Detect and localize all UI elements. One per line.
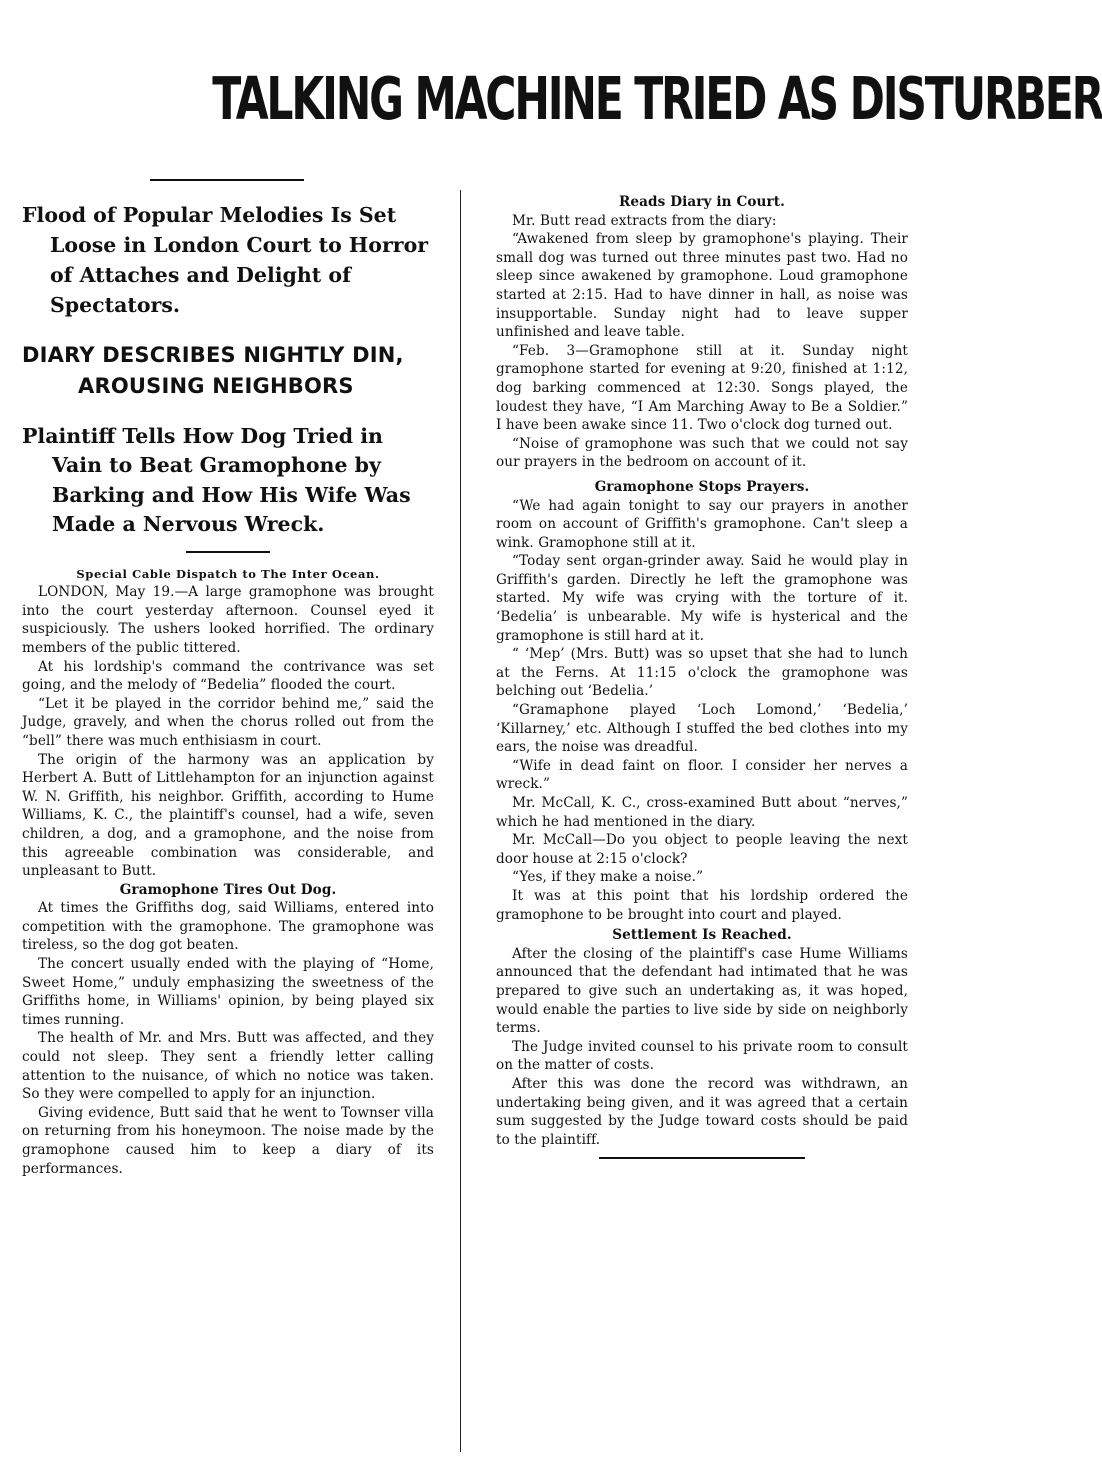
left-column <box>22 200 434 1178</box>
column-divider <box>460 190 461 1452</box>
paragraph: “Awakened from sleep by gramophone's playing. Their small dog was turned out three minutes past two. Had no sleep since awakened by gramophone. Loud gramophone started at 2:15. Had to have dinner in hall, as noise was insupportable. Sunday night had to leave supper unfinished and leave table. <box>496 231 908 341</box>
paragraph: The origin of the harmony was an application by Herbert A. Butt of Littlehampton for an injunction against W. N. Griffith, his neighbor. Griffith, according to Hume Williams, K. C., the plaintiff's counsel, had a wife, seven children, a dog, and a gramophone, and the noise from this agreeable combination was considerable, and unpleasant to Butt. <box>22 751 434 880</box>
paragraph: The concert usually ended with the playing of “Home, Sweet Home,” unduly emphasizing the sweetness of the Griffiths home, in Williams' opinion, by being played six times running. <box>22 956 434 1028</box>
right-column <box>496 193 908 1159</box>
paragraph: Mr. Butt read extracts from the diary: <box>512 212 777 229</box>
paragraph: LONDON, May 19.—A large gramophone was brought into the court yesterday afternoon. Counsel eyed it suspiciously. The ushers looked horrified. The ordinary members of the public tittered. <box>22 584 434 656</box>
paragraph: Giving evidence, Butt said that he went to Townser villa on returning from his honeymoon. The noise made by the gramophone caused him to keep a diary of its performances. <box>22 1104 434 1177</box>
paragraph: “Today sent organ-grinder away. Said he would play in Griffith's garden. Directly he left the gramophone was started. My wife was crying with the torture of it. ‘Bedelia’ is unbearable. My wife is hysterical and the gramophone is still hard at it. <box>496 553 908 644</box>
paragraph: It was at this point that his lordship ordered the gramophone to be brought into court and played. <box>496 887 908 923</box>
left-body <box>22 583 434 1178</box>
deck-3: Plaintiff Tells How Dog Tried in Vain to Beat Gramophone by Barking and How His Wife Was Made a Nervous Wreck. <box>22 424 411 536</box>
paragraph: Mr. McCall, K. C., cross-examined Butt about “nerves,” which he had mentioned in the diary. <box>496 795 908 830</box>
paragraph: “ ‘Mep’ (Mrs. Butt) was so upset that she had to lunch at the Ferns. At 11:15 o'clock the gramophone was belching out ‘Bedelia.’ <box>496 646 908 700</box>
subhead-gramophone-tires-dog: Gramophone Tires Out Dog. <box>119 881 337 898</box>
paragraph: “Gramaphone played ‘Loch Lomond,’ ‘Bedelia,’ ‘Killarney,’ etc. Although I stuffed the bed clothes into my ears, the noise was dreadful. <box>496 702 908 756</box>
paragraph: “Yes, if they make a noise.” <box>512 869 704 886</box>
headline-rule-left <box>150 179 304 181</box>
subhead-settlement: Settlement Is Reached. <box>612 927 792 944</box>
paragraph: “Noise of gramophone was such that we could not say our prayers in the bedroom on account of it. <box>496 435 908 471</box>
paragraph: The Judge invited counsel to his private room to consult on the matter of costs. <box>496 1038 908 1074</box>
paragraph: Mr. McCall—Do you object to people leaving the next door house at 2:15 o'clock? <box>496 832 908 867</box>
paragraph: At his lordship's command the contrivance was set going, and the melody of “Bedelia” flooded the court. <box>22 658 434 694</box>
paragraph: The health of Mr. and Mrs. Butt was affected, and they could not sleep. They sent a friendly letter calling attention to the nuisance, of which no notice was taken. So they were compelled to apply for an injunction. <box>22 1030 434 1103</box>
paragraph: After the closing of the plaintiff's case Hume Williams announced that the defendant had intimated that he was prepared to give such an undertaking as, it was hoped, would enable the parties to live side by side on neighborly terms. <box>496 945 908 1037</box>
subhead-stops-prayers: Gramophone Stops Prayers. <box>594 478 810 495</box>
deck-1: Flood of Popular Melodies Is Set Loose in London Court to Horror of Attaches and Delight of Spectators. <box>22 203 429 317</box>
paragraph: “Feb. 3—Gramophone still at it. Sunday night gramophone started for evening at 9:20, finished at 1:12, dog barking commenced at 12:30. Songs played, the loudest they have, “I Am Marching Away to Be a Soldier.” I have been awake since 11. Two o'clock dog turned out. <box>496 342 908 434</box>
deck-rule <box>186 551 270 553</box>
paragraph: “Wife in dead faint on floor. I consider her nerves a wreck.” <box>496 757 908 793</box>
paragraph: After this was done the record was withdrawn, an undertaking being given, and it was agreed that a certain sum suggested by the Judge toward costs should be paid to the plaintiff. <box>496 1075 908 1148</box>
paragraph: At times the Griffiths dog, said Williams, entered into competition with the gramophone. The gramophone was tireless, so the dog got beaten. <box>22 900 434 954</box>
paragraph: “Let it be played in the corridor behind me,” said the Judge, gravely, and when the chorus rolled out from the “bell” there was much enthisiasm in court. <box>22 695 434 749</box>
source-line: Special Cable Dispatch to The Inter Ocean. <box>76 567 380 582</box>
deck-2: DIARY DESCRIBES NIGHTLY DIN, AROUSING NEIGHBORS <box>22 343 404 398</box>
end-rule <box>599 1157 805 1159</box>
subhead-reads-diary: Reads Diary in Court. <box>618 194 786 210</box>
headline: TALKING MACHINE TRIED AS DISTURBER <box>212 64 1102 133</box>
paragraph: “We had again tonight to say our prayers in another room on account of Griffith's gramophone. Can't sleep a wink. Gramophone still at it. <box>496 497 908 551</box>
